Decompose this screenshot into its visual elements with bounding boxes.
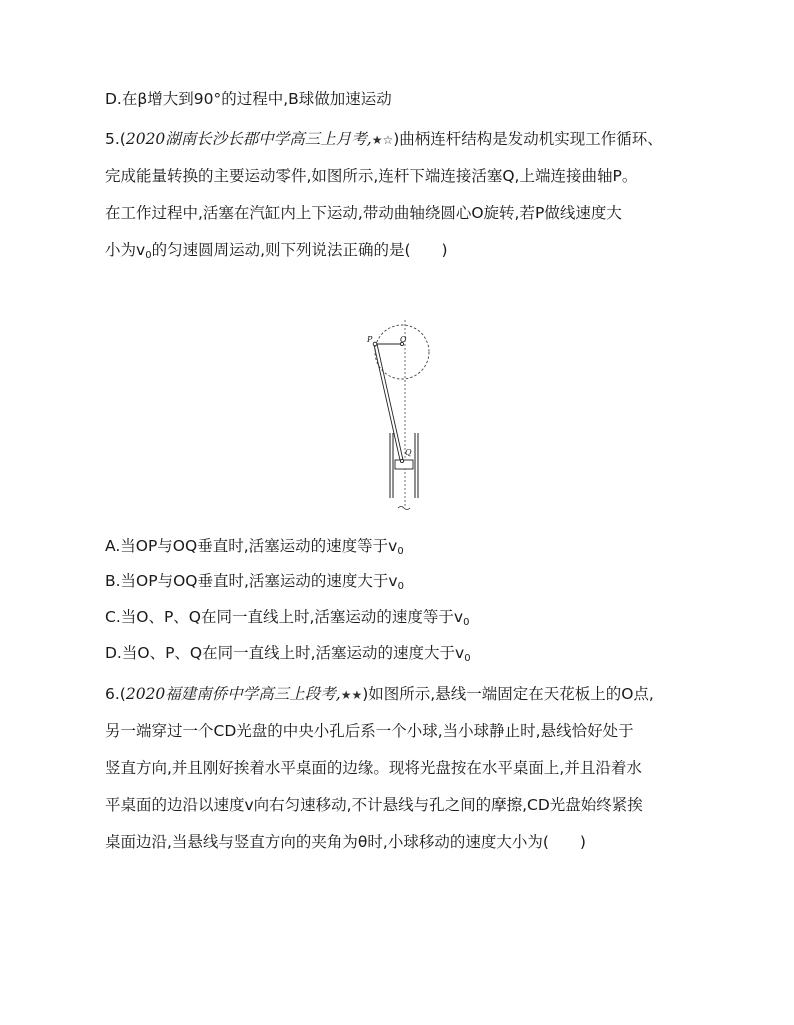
question-text: 竖直方向,并且刚好挨着水平桌面的边缘。现将光盘按在水平桌面上,并且沿着水 bbox=[105, 759, 642, 777]
point-q bbox=[400, 459, 403, 462]
q6-line-4 bbox=[105, 795, 643, 815]
difficulty-star-icon: ★☆ bbox=[371, 133, 394, 147]
question-text: 的匀速圆周运动,则下列说法正确的是( ) bbox=[151, 241, 448, 259]
crank-rod-diagram bbox=[362, 318, 442, 518]
q6-line-3 bbox=[105, 758, 642, 778]
question-source: 2020湖南长沙长郡中学高三上月考, bbox=[125, 130, 372, 148]
label-p: P bbox=[367, 335, 373, 344]
question-text: 小为v bbox=[105, 241, 146, 259]
q6-line-5 bbox=[105, 832, 586, 852]
subscript: 0 bbox=[145, 250, 152, 261]
subscript: 0 bbox=[463, 617, 470, 628]
q5-line-1 bbox=[105, 129, 663, 150]
question-source: 2020福建南侨中学高三上段考, bbox=[125, 685, 341, 703]
question-text: 桌面边沿,当悬线与竖直方向的夹角为θ时,小球移动的速度大小为( ) bbox=[105, 833, 586, 851]
subscript: 0 bbox=[464, 653, 471, 664]
option-text: D.当O、P、Q在同一直线上时,活塞运动的速度大于v bbox=[105, 644, 465, 662]
q5-option-c bbox=[105, 607, 469, 633]
question-text: 如图所示,悬线一端固定在天花板上的O点, bbox=[368, 685, 654, 703]
q5-option-d bbox=[105, 643, 471, 669]
question-text: 另一端穿过一个CD光盘的中央小孔后系一个小球,当小球静止时,悬线恰好处于 bbox=[105, 722, 634, 740]
difficulty-star-icon: ★★ bbox=[340, 688, 363, 702]
option-text: D.在β增大到90°的过程中,B球做加速运动 bbox=[105, 90, 392, 108]
label-q: Q bbox=[405, 448, 412, 457]
subscript: 0 bbox=[397, 546, 404, 557]
option-text: A.当OP与OQ垂直时,活塞运动的速度等于v bbox=[105, 537, 398, 555]
crank-rod-figure bbox=[362, 318, 442, 518]
label-o: O bbox=[400, 335, 407, 344]
option-text: B.当OP与OQ垂直时,活塞运动的速度大于v bbox=[105, 572, 398, 590]
question-number: 6.( bbox=[105, 685, 126, 703]
q5-line-2 bbox=[105, 166, 637, 186]
q6-line-1 bbox=[105, 684, 654, 705]
paren-close: ) bbox=[362, 685, 369, 703]
question-text: 平桌面的边沿以速度v向右匀速移动,不计悬线与孔之间的摩擦,CD光盘始终紧挨 bbox=[105, 796, 643, 814]
option-text: C.当O、P、Q在同一直线上时,活塞运动的速度等于v bbox=[105, 608, 464, 626]
question-number: 5.( bbox=[105, 130, 126, 148]
question-text: 完成能量转换的主要运动零件,如图所示,连杆下端连接活塞Q,上端连接曲轴P。 bbox=[105, 167, 638, 185]
q5-line-3 bbox=[105, 203, 622, 223]
paren-close: ) bbox=[393, 130, 400, 148]
question-text: 曲柄连杆结构是发动机实现工作循环、 bbox=[399, 130, 663, 148]
q5-line-4 bbox=[105, 240, 448, 266]
question-text: 在工作过程中,活塞在汽缸内上下运动,带动曲轴绕圆心O旋转,若P做线速度大 bbox=[105, 204, 622, 222]
q6-line-2 bbox=[105, 721, 634, 741]
prev-option-d bbox=[105, 89, 392, 109]
q5-option-a bbox=[105, 536, 404, 562]
rod-pq bbox=[374, 345, 400, 460]
subscript: 0 bbox=[397, 581, 404, 592]
break-mark bbox=[398, 507, 410, 510]
q5-option-b bbox=[105, 571, 404, 597]
